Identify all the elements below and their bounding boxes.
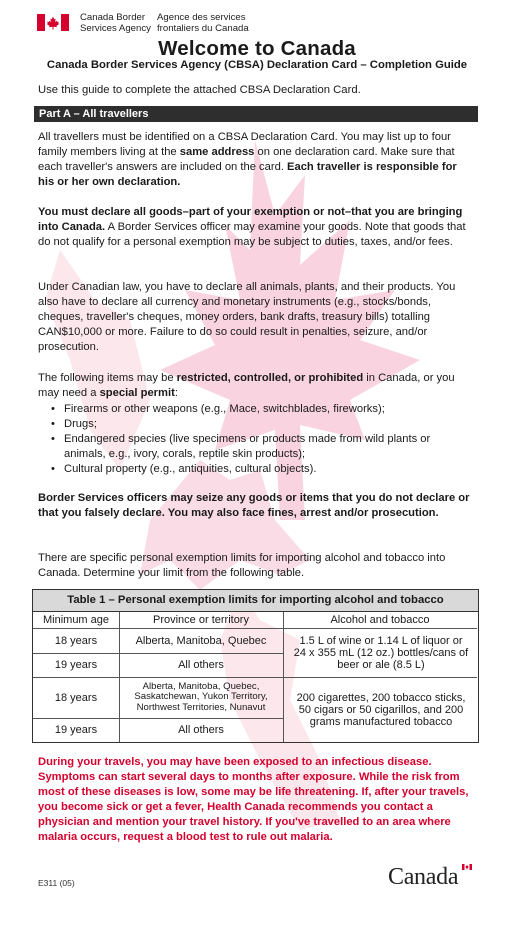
table-cell-province: All others (178, 659, 224, 671)
paragraph-seizure-warning: Border Services officers may seize any goods or items that you do not declare or that you falsely declare. You may also face fines, arrest and/or prosecution. (38, 492, 470, 519)
table-cell-age: 18 years (54, 635, 98, 647)
table-cell-tobacco-limit: 200 cigarettes, 200 tobacco sticks, 50 cigars or 50 cigarillos, and 200 grams manufactured tobacco (296, 691, 466, 728)
table-cell-age: 19 years (54, 659, 98, 671)
page-subtitle: Canada Border Services Agency (CBSA) Declaration Card – Completion Guide (46, 59, 468, 71)
paragraph-exemption-limits: There are specific personal exemption limits for importing alcohol and tobacco into Canada. Determine your limit from the following table. (38, 552, 446, 579)
paragraph-canadian-law: Under Canadian law, you have to declare all animals, plants, and their products. You also have to declare all currency and monetary instruments (e.g., stocks/bonds, cheques, traveller's cheques, money orders, bank drafts, treasury bills) totalling CAN$10,000 or more. Failure to do so could result in penalties, seizure, and/or prosecution. (38, 281, 456, 353)
agency-name-french: Agence des services frontaliers du Canada (157, 12, 249, 34)
list-item: • Firearms or other weapons (e.g., Mace, switchblades, fireworks); (38, 402, 468, 417)
form-number: E311 (05) (38, 878, 75, 888)
intro-text: Use this guide to complete the attached CBSA Declaration Card. (38, 84, 361, 96)
section-heading-part-a: Part A – All travellers (34, 106, 478, 122)
canada-flag-icon (37, 14, 69, 31)
list-item: • Drugs; (38, 417, 468, 432)
page-title: Welcome to Canada (158, 37, 356, 60)
exemption-limits-table (32, 589, 479, 743)
paragraph-restricted-items: The following items may be restricted, controlled, or prohibited in Canada, or you may need a special permit: (38, 372, 455, 399)
column-header-alcohol-tobacco: Alcohol and tobacco (283, 612, 477, 629)
list-item: • Endangered species (live specimens or products made from wild plants or animals, e.g., ivory, corals, reptile skin products); (38, 432, 468, 462)
table-title: Table 1 – Personal exemption limits for importing alcohol and tobacco (33, 590, 478, 612)
column-header-age: Minimum age (33, 612, 119, 629)
table-cell-province: Alberta, Manitoba, Quebec, Saskatchewan, Yukon Territory, Northwest Territories, Nunavut (134, 680, 268, 713)
table-cell-province: All others (178, 724, 224, 736)
table-cell-province: Alberta, Manitoba, Quebec (135, 635, 267, 647)
table-cell-alcohol-limit: 1.5 L of wine or 1.14 L of liquor or 24 x 355 mL (12 oz.) bottles/cans of beer or ale (8.5 L) (293, 635, 469, 671)
table-cell-age: 19 years (54, 724, 98, 736)
list-item: • Cultural property (e.g., antiquities, cultural objects). (38, 462, 468, 477)
paragraph-identification: All travellers must be identified on a CBSA Declaration Card. You may list up to four family members living at the same address on one declaration card. Make sure that each traveller's answers are included on the card. Each traveller is responsible for his or her own declaration. (38, 131, 457, 188)
column-header-province: Province or territory (119, 612, 283, 629)
agency-name-english: Canada Border Services Agency (80, 12, 151, 34)
wordmark-flag-icon (462, 864, 472, 870)
health-warning: During your travels, you may have been exposed to an infectious disease. Symptoms can start several days to months after exposure. While the risk from most of these diseases is low, some may be life threatening. If, after your travels, you become sick or get a fever, Health Canada recommends you contact a physician and mention your travel history. If you've travelled to an area where malaria occurs, request a blood test to rule out malaria. (38, 756, 469, 843)
table-cell-age: 18 years (54, 691, 98, 704)
restricted-items-list (38, 402, 468, 477)
canada-wordmark: Canada (388, 864, 459, 890)
paragraph-declare-goods: You must declare all goods–part of your exemption or not–that you are bringing into Canada. A Border Services officer may examine your goods. Note that goods that do not qualify for a personal exemption may be subject to duties, taxes, and/or fees. (38, 206, 466, 248)
